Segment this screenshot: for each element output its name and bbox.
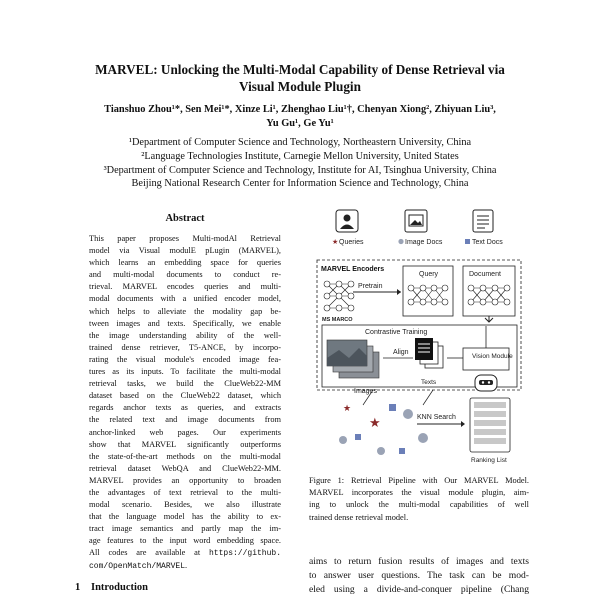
caption-line: Figure 1: Retrieval Pipeline with Our MARVEL Model. [309,476,529,485]
abstract-line: age features to the input word embedding space. [89,536,281,546]
texts-label: Texts [421,379,437,386]
affiliation: Beijing National Research Center for Information Science and Technology, China [131,178,469,190]
abstract-line [89,547,281,559]
knn-label: KNN Search [417,414,456,421]
abstract-line: that the language model has the ability to ex- [89,512,281,522]
image-docs-icon [405,210,427,232]
abstract-line-text: All codes are available at [89,548,201,558]
caption-line: ing to unlock the multi-modal capabilities of well [309,500,529,510]
encoders-label: MARVEL Encoders [321,266,385,273]
abstract-line: the advantages of text retrieval to the multi- [89,487,281,497]
author-line: Yu Gu¹, Ge Yu¹ [266,118,334,129]
affiliation: ²Language Technologies Institute, Carnegie Mellon University, United States [141,150,459,162]
figure-1-pipeline [313,208,528,468]
ranking-label: Ranking List [471,457,507,464]
author-line: Tianshuo Zhou¹*, Sen Mei¹*, Xinze Li¹, Zhenghao Liu¹†, Chenyan Xiong², Zhiyuan Liu³, [104,104,496,115]
text-stack-icon [415,338,443,368]
robot-icon [475,375,497,391]
mmarco-label: MS MARCO [322,317,353,323]
abstract-line: tures as its inputs. To facilitate the multi-modal [89,367,281,377]
vision-module-label: Vision Module [472,353,513,360]
image-stack-icon [327,340,379,378]
abstract-line: show that MARVEL significantly outperforms [89,439,281,449]
abstract-line: the related text and image documents from [89,415,281,425]
queries-icon [336,210,358,232]
contrastive-label: Contrastive Training [365,329,428,336]
arrow-head-icon [461,421,465,427]
caption-line: MARVEL incorporates the visual module plugin, aim- [309,488,529,498]
section-heading-introduction [75,582,148,593]
ranking-list-icon [470,398,510,452]
abstract-line: rating the visual module's encoded image fea- [89,354,281,364]
abstract-line: the image understanding ability of the well- [89,330,281,340]
abstract-line [89,560,281,572]
section-title: Introduction [91,582,148,593]
paper-title-line: Visual Module Plugin [239,79,361,94]
align-label: Align [393,349,409,356]
text-doc-point [399,448,405,454]
paper-title [40,61,560,95]
abstract-period: . [185,560,188,570]
query-star-icon: ★ [369,415,381,430]
text-doc-point [355,434,361,440]
legend-image-docs: Image Docs [405,239,443,246]
code-url-link[interactable]: https://github. [208,549,281,559]
abstract-body [89,233,281,572]
section-number: 1 [75,582,81,593]
query-label: Query [419,271,439,278]
abstract-line: which learns an embedding space for queries [89,258,281,268]
paper-title-line: MARVEL: Unlocking the Multi-Modal Capability of Dense Retrieval via [95,62,505,77]
legend-queries: Queries [339,239,364,246]
images-label: Images [354,388,377,395]
body-line: to answer user questions. The task can be mod- [309,570,529,581]
query-star-icon: ★ [343,403,352,413]
abstract-line: This paper proposes Multi-modAl Retrieval [89,234,281,243]
abstract-line: MARVEL provides an opportunity to broaden [89,475,281,485]
image-doc-point [377,447,385,455]
image-doc-point [418,433,428,443]
abstract-line: trained dense retriever, T5-ANCE, by incorpo- [89,342,281,352]
affiliations [30,136,570,191]
document-label: Document [469,271,501,278]
abstract-line: modal documents with a unified encoder model, [89,294,281,304]
caption-line: trained dense retrieval model. [309,512,409,522]
abstract-line: trieval. MARVEL encodes queries and multi- [89,282,281,292]
figure-caption [309,475,529,524]
text-doc-point [389,404,396,411]
body-paragraph [309,555,529,597]
abstract-line: modal scenario. Besides, we also illustrate [89,500,281,510]
body-line: aims to return fusion results of images and texts [309,556,529,567]
body-line: eled using a divide-and-conquer pipeline (Chang [309,584,529,595]
legend-text-docs: Text Docs [472,239,503,246]
arrow-head-icon [397,289,401,295]
network-icon [324,281,354,311]
abstract-line: anchor-linked web pages. Our experiments [89,427,281,437]
abstract-line: model via Visual modulE pLugin (MARVEL), [89,246,281,256]
abstract-line: which helps to alleviate the modality gap be- [89,306,281,316]
abstract-line: and multi-modal documents to conduct re- [89,270,281,280]
abstract-heading: Abstract [165,213,205,224]
abstract-line: the state-of-the-art methods on the multi-modal [89,451,281,461]
pretrain-label: Pretrain [358,283,383,290]
abstract-line: tract image semantics and partly map the im- [89,524,281,534]
abstract-line: tween images and texts. Specifically, we enable [89,318,281,328]
circle-icon [398,239,403,244]
text-docs-icon [473,210,493,232]
image-doc-point [339,436,347,444]
abstract-line: dataset based on the ClueWeb22 dataset, which [89,391,281,401]
abstract-line: regards anchor texts as queries, and extracts [89,403,281,413]
code-url-link[interactable]: com/OpenMatch/MARVEL [89,561,186,571]
down-arrow-icon [485,316,493,322]
affiliation: ³Department of Computer Science and Technology, Institute for AI, Tsinghua University, China [103,164,497,176]
square-icon [465,239,470,244]
affiliation: ¹Department of Computer Science and Technology, Northeastern University, China [128,137,472,148]
star-icon: ★ [332,239,339,246]
abstract-line: retrieval tasks, we build the ClueWeb22-MM [89,379,281,389]
author-list [40,103,560,131]
image-doc-point [403,409,413,419]
abstract-line: retrieval dataset WebQA and ClueWeb22-MM. [89,463,281,473]
